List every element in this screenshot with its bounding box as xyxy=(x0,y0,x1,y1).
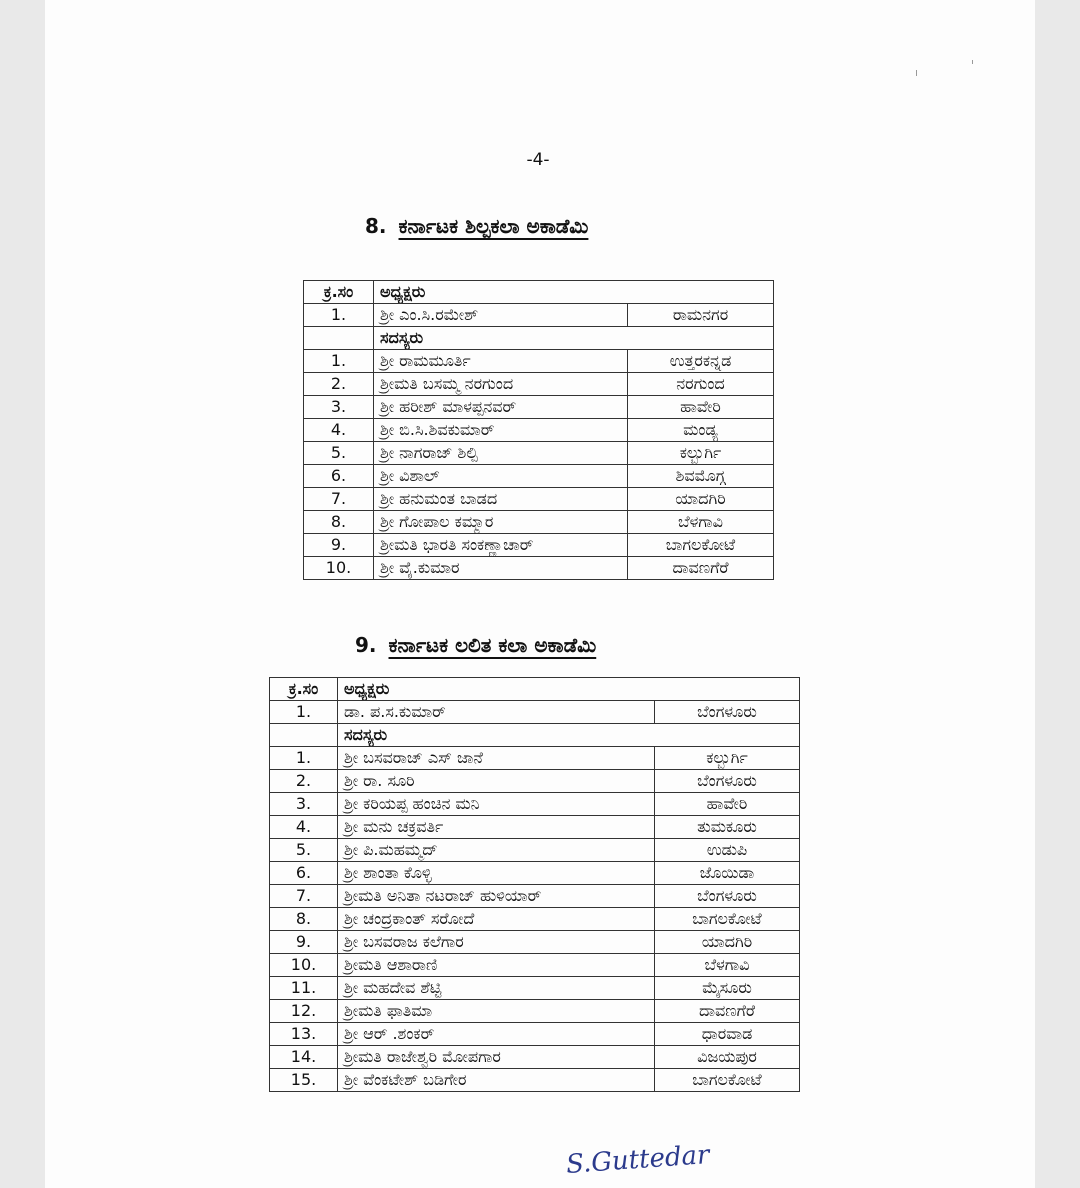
table-row xyxy=(304,350,774,373)
row-sl: 3. xyxy=(304,396,374,419)
row-place: ಶಿವಮೊಗ್ಗ xyxy=(628,465,774,488)
table-row xyxy=(304,511,774,534)
row-place: ಹಾವೇರಿ xyxy=(655,793,800,816)
row-place: ಉತ್ತರಕನ್ನಡ xyxy=(628,350,774,373)
row-sl: 1. xyxy=(270,701,338,724)
row-name: ಶ್ರೀ ಚಂದ್ರಕಾಂತ್ ಸರೋದೆ xyxy=(338,908,655,931)
row-sl: 11. xyxy=(270,977,338,1000)
academy-table-8 xyxy=(303,280,774,580)
row-place: ಮೈಸೂರು xyxy=(655,977,800,1000)
row-sl: 2. xyxy=(304,373,374,396)
row-name: ಶ್ರೀ ಎಂ.ಸಿ.ರಮೇಶ್ xyxy=(374,304,628,327)
row-place: ಬೆಂಗಳೂರು xyxy=(655,770,800,793)
table-row xyxy=(270,1023,800,1046)
row-place: ಬೆಳಗಾವಿ xyxy=(628,511,774,534)
row-place: ಕಲ್ಬುರ್ಗಿ xyxy=(655,747,800,770)
row-name: ಶ್ರೀ ನಾಗರಾಜ್ ಶಿಲ್ಪಿ xyxy=(374,442,628,465)
table-row xyxy=(270,885,800,908)
page-number xyxy=(0,150,1080,170)
row-sl: 12. xyxy=(270,1000,338,1023)
members-heading: ಸದಸ್ಯರು xyxy=(374,327,774,350)
section-number: 8. xyxy=(365,214,387,238)
academy-table-9 xyxy=(269,677,800,1092)
chair-heading: ಅಧ್ಯಕ್ಷರು xyxy=(338,678,800,701)
row-sl: 5. xyxy=(270,839,338,862)
column-header-sl: ಕ್ರ.ಸಂ xyxy=(304,281,374,304)
table-row xyxy=(270,862,800,885)
row-place: ಯಾದಗಿರಿ xyxy=(655,931,800,954)
section-title-text: ಕರ್ನಾಟಕ ಲಲಿತ ಕಲಾ ಅಕಾಡೆಮಿ xyxy=(388,633,597,657)
column-header-sl: ಕ್ರ.ಸಂ xyxy=(270,678,338,701)
row-sl: 8. xyxy=(270,908,338,931)
row-sl: 1. xyxy=(304,304,374,327)
table-row xyxy=(304,373,774,396)
row-sl: 9. xyxy=(270,931,338,954)
table-header-row xyxy=(304,281,774,304)
row-name: ಶ್ರೀ ಆರ್ .ಶಂಕರ್ xyxy=(338,1023,655,1046)
row-name: ಶ್ರೀಮತಿ ಆಶಾರಾಣಿ xyxy=(338,954,655,977)
row-name: ಶ್ರೀ ಮನು ಚಕ್ರವರ್ತಿ xyxy=(338,816,655,839)
table-row xyxy=(270,1069,800,1092)
row-place: ಬೆಳಗಾವಿ xyxy=(655,954,800,977)
chair-heading: ಅಧ್ಯಕ್ಷರು xyxy=(374,281,774,304)
row-place: ದಾವಣಗೆರೆ xyxy=(628,557,774,580)
row-name: ಶ್ರೀಮತಿ ಅನಿತಾ ನಟರಾಜ್ ಹುಳಿಯಾರ್ xyxy=(338,885,655,908)
scan-mark xyxy=(916,70,917,76)
page-number-text: -4- xyxy=(526,150,550,170)
row-place: ದಾವಣಗೆರೆ xyxy=(655,1000,800,1023)
row-sl: 14. xyxy=(270,1046,338,1069)
row-place: ಬೆಂಗಳೂರು xyxy=(655,701,800,724)
row-name: ಶ್ರೀ ಕರಿಯಪ್ಪ ಹಂಚಿನ ಮನಿ xyxy=(338,793,655,816)
row-place: ಬಾಗಲಕೋಟೆ xyxy=(655,908,800,931)
row-sl: 2. xyxy=(270,770,338,793)
row-sl: 4. xyxy=(304,419,374,442)
row-name: ಶ್ರೀ ವೈ.ಕುಮಾರ xyxy=(374,557,628,580)
row-sl: 5. xyxy=(304,442,374,465)
row-place: ನರಗುಂದ xyxy=(628,373,774,396)
table-row xyxy=(304,419,774,442)
row-sl: 13. xyxy=(270,1023,338,1046)
row-name: ಶ್ರೀ ಗೋಪಾಲ ಕಮ್ಮಾರ xyxy=(374,511,628,534)
row-place: ತುಮಕೂರು xyxy=(655,816,800,839)
row-sl: 10. xyxy=(304,557,374,580)
row-place: ಬೆಂಗಳೂರು xyxy=(655,885,800,908)
section-8-title xyxy=(365,214,588,238)
row-name: ಶ್ರೀಮತಿ ಬಸಮ್ಮ ನರಗುಂದ xyxy=(374,373,628,396)
row-place: ಜೊಯಿಡಾ xyxy=(655,862,800,885)
table-row xyxy=(270,954,800,977)
members-heading-row xyxy=(270,724,800,747)
table-row xyxy=(270,1000,800,1023)
table-row xyxy=(304,465,774,488)
row-place: ವಿಜಯಪುರ xyxy=(655,1046,800,1069)
table-header-row xyxy=(270,678,800,701)
row-sl: 10. xyxy=(270,954,338,977)
row-sl: 15. xyxy=(270,1069,338,1092)
row-sl: 7. xyxy=(270,885,338,908)
table-row xyxy=(270,793,800,816)
row-name: ಶ್ರೀ ಬಸವರಾಜ ಕಲೆಗಾರ xyxy=(338,931,655,954)
row-sl: 7. xyxy=(304,488,374,511)
table-row xyxy=(304,534,774,557)
row-sl: 9. xyxy=(304,534,374,557)
section-title-text: ಕರ್ನಾಟಕ ಶಿಲ್ಪಕಲಾ ಅಕಾಡೆಮಿ xyxy=(398,214,589,238)
row-name: ಶ್ರೀ ರಾಮಮೂರ್ತಿ xyxy=(374,350,628,373)
row-place: ಮಂಡ್ಯ xyxy=(628,419,774,442)
table-row xyxy=(304,557,774,580)
row-place: ಬಾಗಲಕೋಟೆ xyxy=(628,534,774,557)
row-name: ಶ್ರೀ ಬಿ.ಸಿ.ಶಿವಕುಮಾರ್ xyxy=(374,419,628,442)
row-sl: 6. xyxy=(270,862,338,885)
row-name: ಶ್ರೀ ಪಿ.ಮಹಮ್ಮದ್ xyxy=(338,839,655,862)
row-sl: 4. xyxy=(270,816,338,839)
members-heading-row xyxy=(304,327,774,350)
row-place: ಯಾದಗಿರಿ xyxy=(628,488,774,511)
row-name: ಶ್ರೀಮತಿ ಫಾತಿಮಾ xyxy=(338,1000,655,1023)
table-row xyxy=(270,747,800,770)
table-row xyxy=(270,908,800,931)
row-name: ಶ್ರೀ ಬಸವರಾಜ್ ಎಸ್ ಜಾನೆ xyxy=(338,747,655,770)
section-number: 9. xyxy=(355,633,377,657)
table-row xyxy=(270,816,800,839)
table-row xyxy=(270,770,800,793)
table-row xyxy=(304,442,774,465)
signature: S.Guttedar xyxy=(565,1140,711,1180)
row-name: ಶ್ರೀ ವೆಂಕಟೇಶ್ ಬಡಿಗೇರ xyxy=(338,1069,655,1092)
row-place: ಕಲ್ಬುರ್ಗಿ xyxy=(628,442,774,465)
row-name: ಶ್ರೀ ವಿಶಾಲ್ xyxy=(374,465,628,488)
row-sl: 3. xyxy=(270,793,338,816)
row-name: ಶ್ರೀಮತಿ ಭಾರತಿ ಸಂಕಣ್ಣಾಚಾರ್ xyxy=(374,534,628,557)
table-row xyxy=(304,396,774,419)
section-9-title xyxy=(355,633,596,657)
row-name: ಶ್ರೀಮತಿ ರಾಜೇಶ್ವರಿ ಮೋಪಗಾರ xyxy=(338,1046,655,1069)
row-name: ಶ್ರೀ ಹನುಮಂತ ಬಾಡದ xyxy=(374,488,628,511)
table-row xyxy=(304,304,774,327)
scan-mark xyxy=(972,60,973,64)
row-name: ಡಾ. ಪ.ಸ.ಕುಮಾರ್ xyxy=(338,701,655,724)
row-sl: 1. xyxy=(304,350,374,373)
row-place: ಹಾವೇರಿ xyxy=(628,396,774,419)
table-row xyxy=(270,701,800,724)
row-place: ಧಾರವಾಡ xyxy=(655,1023,800,1046)
row-place: ರಾಮನಗರ xyxy=(628,304,774,327)
row-sl: 6. xyxy=(304,465,374,488)
table-row xyxy=(270,977,800,1000)
row-place: ಉಡುಪಿ xyxy=(655,839,800,862)
row-place: ಬಾಗಲಕೋಟೆ xyxy=(655,1069,800,1092)
table-row xyxy=(270,839,800,862)
table-row xyxy=(270,1046,800,1069)
table-row xyxy=(270,931,800,954)
row-name: ಶ್ರೀ ಮಹದೇವ ಶೆಟ್ಟಿ xyxy=(338,977,655,1000)
row-name: ಶ್ರೀ ಶಾಂತಾ ಕೊಳ್ಳಿ xyxy=(338,862,655,885)
row-name: ಶ್ರೀ ಹರೀಶ್ ಮಾಳಪ್ಪನವರ್ xyxy=(374,396,628,419)
row-sl: 1. xyxy=(270,747,338,770)
row-name: ಶ್ರೀ ರಾ. ಸೂರಿ xyxy=(338,770,655,793)
row-sl: 8. xyxy=(304,511,374,534)
members-heading: ಸದಸ್ಯರು xyxy=(338,724,800,747)
table-row xyxy=(304,488,774,511)
